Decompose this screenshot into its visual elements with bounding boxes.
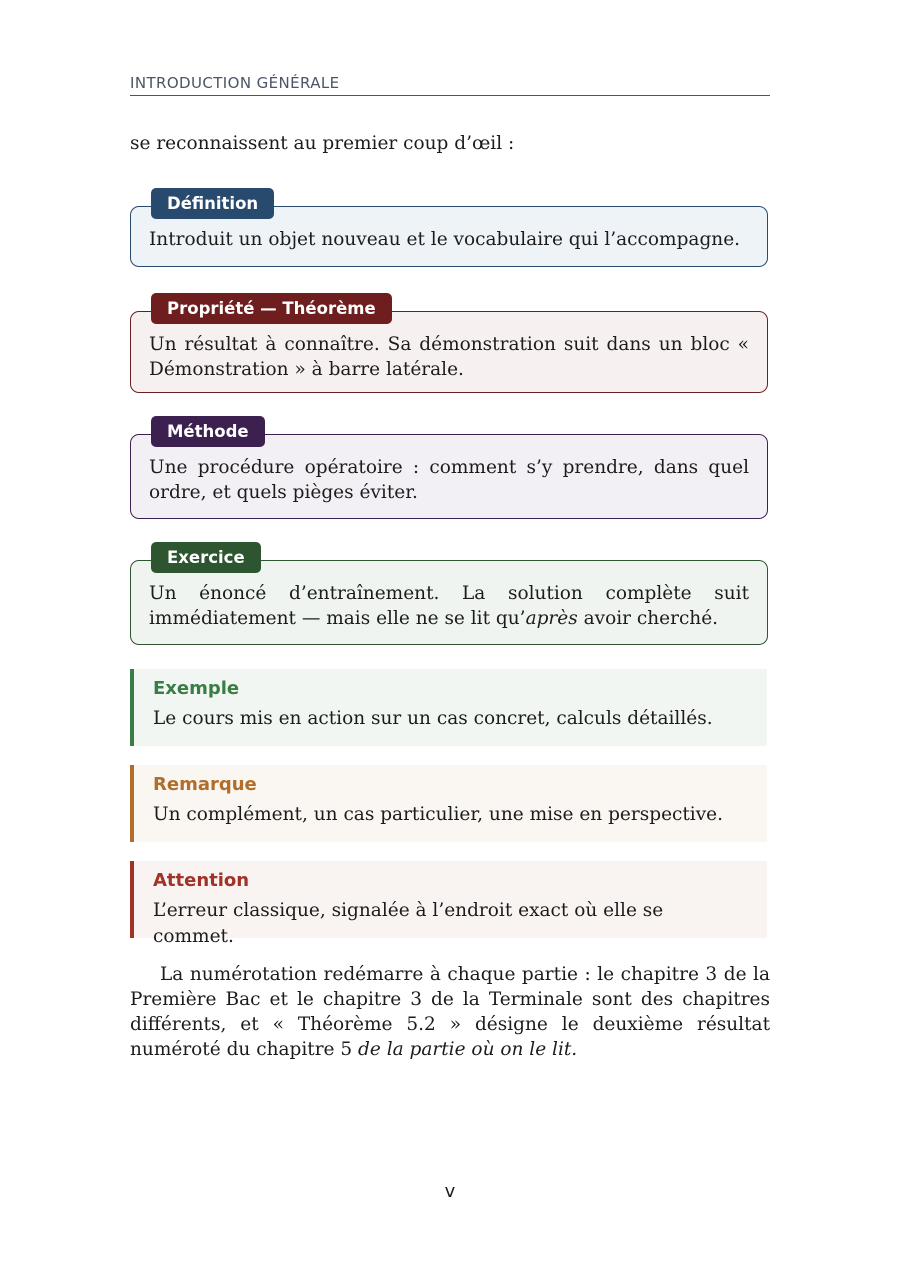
warning-text: L’erreur classique, signalée à l’endroit exact où elle se commet. (153, 900, 664, 947)
remark-title: Remarque (153, 774, 257, 795)
definition-box (130, 194, 768, 267)
example-title: Exemple (153, 678, 240, 699)
method-label: Méthode (151, 416, 265, 447)
exercise-text: Un énoncé d’entraînement. La solution complète suit immédiatement — mais elle ne se lit qu’après avoir cherché. (149, 583, 749, 629)
exercise-emphasis: après (525, 608, 578, 629)
theorem-label: Propriété — Théorème (151, 293, 392, 324)
closing-emphasis: de la partie où on le lit. (358, 1039, 578, 1060)
closing-paragraph: La numérotation redémarre à chaque partie : le chapitre 3 de la Première Bac et le chapitre 3 de la Terminale sont des chapitres différents, et « Théorème 5.2 » désigne le deuxième résultat numéroté du chapitre 5 de la partie où on le lit. (130, 964, 770, 1060)
example-note (130, 669, 767, 746)
remark-note (130, 765, 767, 842)
page-number: v (444, 1181, 456, 1202)
running-header: INTRODUCTION GÉNÉRALE (130, 74, 770, 96)
example-text: Le cours mis en action sur un cas concret, calculs détaillés. (153, 708, 713, 729)
remark-text: Un complément, un cas particulier, une mise en perspective. (153, 804, 724, 825)
exercise-box (130, 548, 768, 645)
theorem-box (130, 299, 768, 393)
intro-paragraph: se reconnaissent au premier coup d’œil : (130, 133, 515, 154)
warning-note (130, 861, 767, 947)
exercise-label: Exercice (151, 542, 261, 573)
theorem-text: Un résultat à connaître. Sa démonstration suit dans un bloc « Démonstration » à barre latérale. (149, 334, 749, 380)
warning-title: Attention (153, 870, 250, 891)
definition-label: Définition (151, 188, 274, 219)
method-box (130, 422, 768, 519)
method-text: Une procédure opératoire : comment s’y prendre, dans quel ordre, et quels pièges éviter. (149, 457, 749, 503)
definition-text: Introduit un objet nouveau et le vocabulaire qui l’accompagne. (149, 229, 741, 250)
